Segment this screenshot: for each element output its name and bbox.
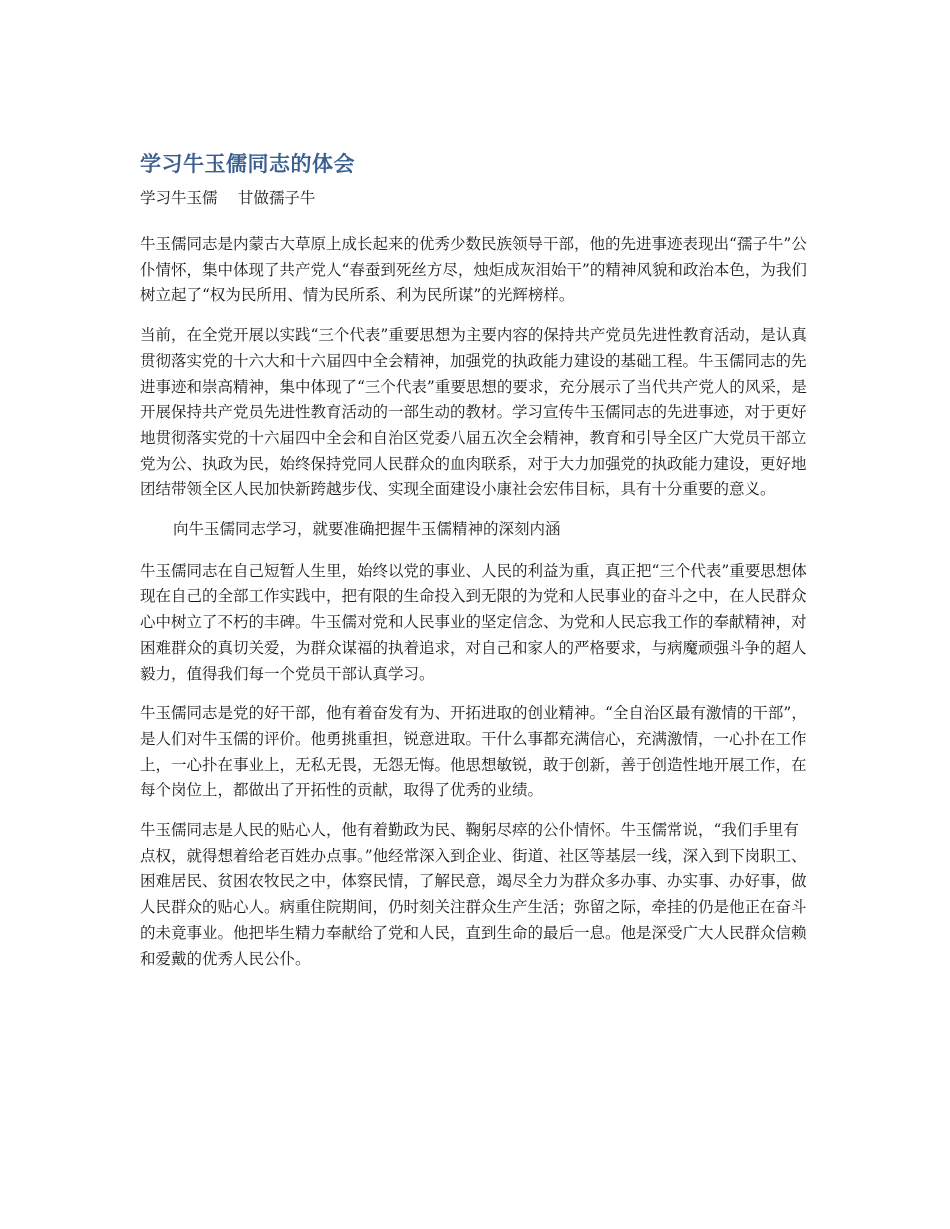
paragraph-people-servant: 牛玉儒同志是人民的贴心人，他有着勤政为民、鞠躬尽瘁的公仆情怀。牛玉儒常说，“我们手里有点权，就得想着给老百姓办点事。”他经常深入到企业、街道、社区等基层一线，深入到下岗职工、困难居民、贫困农牧民之中，体察民情，了解民意，竭尽全力为群众多办事、办实事、办好事，做人民群众的贴心人。病重住院期间，仍时刻关注群众生产生活；弥留之际，牵挂的仍是他正在奋斗的未竟事业。他把毕生精力奉献给了党和人民，直到生命的最后一息。他是深受广大人民群众信赖和爱戴的优秀人民公仆。	[140, 821, 807, 968]
paragraph-good-cadre: 牛玉儒同志是党的好干部，他有着奋发有为、开拓进取的创业精神。“全自治区最有激情的干部”，是人们对牛玉儒的评价。他勇挑重担，锐意进取。干什么事都充满信心，充满激情，一心扑在工作上，一心扑在事业上，无私无畏，无怨无悔。他思想敏锐，敢于创新，善于创造性地开展工作，在每个岗位上，都做出了开拓性的贡献，取得了优秀的业绩。	[140, 704, 807, 800]
paragraph-intro: 牛玉儒同志是内蒙古大草原上成长起来的优秀少数民族领导干部，他的先进事迹表现出“孺子牛”公仆情怀，集中体现了共产党人“春蚕到死丝方尽，烛炬成灰泪始干”的精神风貌和政治本色，为我们树立起了“权为民所用、情为民所系、利为民所谋”的光辉榜样。	[140, 235, 807, 305]
paragraph-spirit: 牛玉儒同志在自己短暂人生里，始终以党的事业、人民的利益为重，真正把“三个代表”重要思想体现在自己的全部工作实践中，把有限的生命投入到无限的为党和人民事业的奋斗之中，在人民群众心中树立了不朽的丰碑。牛玉儒对党和人民事业的坚定信念、为党和人民忘我工作的奉献精神，对困难群众的真切关爱，为群众谋福的执着追求，对自己和家人的严格要求，与病魔顽强斗争的超人毅力，值得我们每一个党员干部认真学习。	[140, 561, 807, 683]
document-title: 学习牛玉儒同志的体会	[140, 152, 355, 176]
document-page	[140, 148, 810, 986]
document-subtitle: 学习牛玉儒 甘做孺子牛	[140, 189, 316, 207]
section-heading: 向牛玉儒同志学习，就要准确把握牛玉儒精神的深刻内涵	[173, 520, 561, 539]
paragraph-background: 当前，在全党开展以实践“三个代表”重要思想为主要内容的保持共产党员先进性教育活动，是认真贯彻落实党的十六大和十六届四中全会精神，加强党的执政能力建设的基础工程。牛玉儒同志的先进事迹和崇高精神，集中体现了“三个代表”重要思想的要求，充分展示了当代共产党人的风采，是开展保持共产党员先进性教育活动的一部生动的教材。学习宣传牛玉儒同志的先进事迹，对于更好地贯彻落实党的十六届四中全会和自治区党委八届五次全会精神，教育和引导全区广大党员干部立党为公、执政为民，始终保持党同人民群众的血肉联系，对于大力加强党的执政能力建设，更好地团结带领全区人民加快新跨越步伐、实现全面建设小康社会宏伟目标，具有十分重要的意义。	[140, 326, 807, 499]
